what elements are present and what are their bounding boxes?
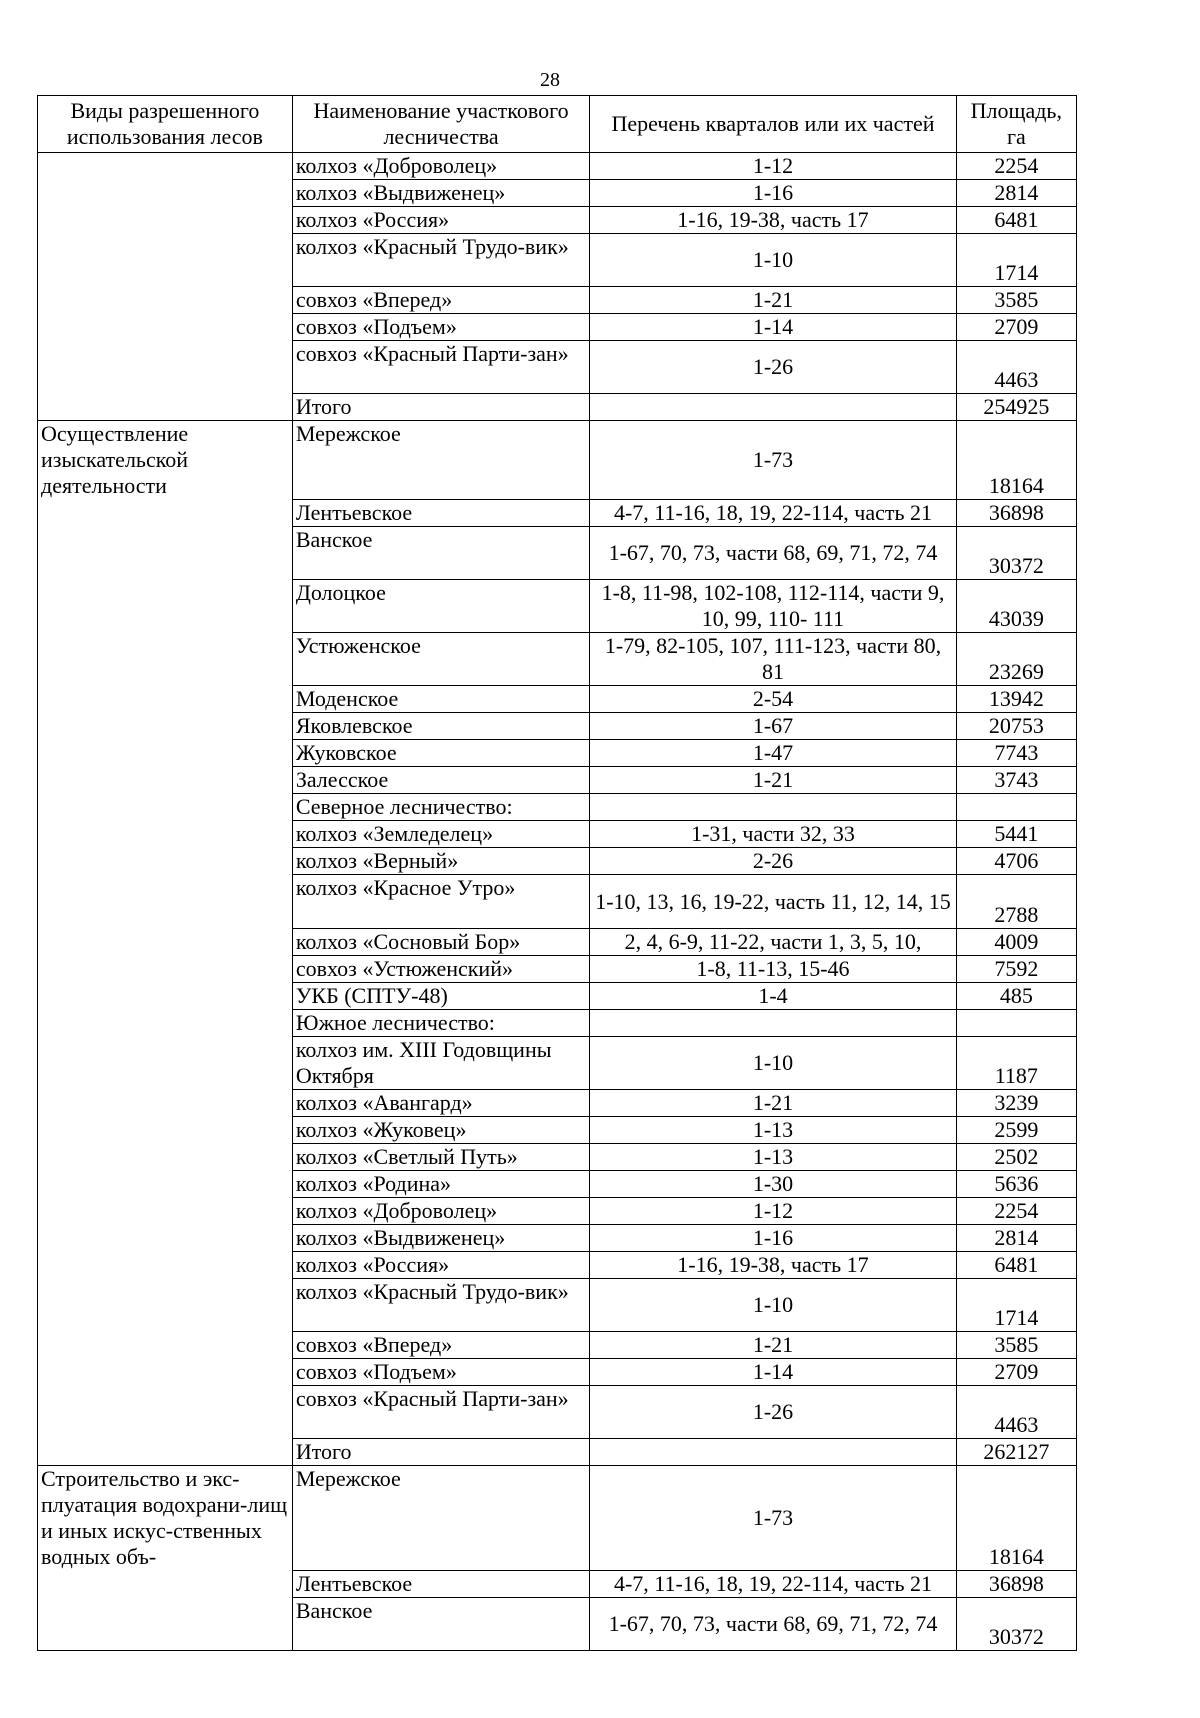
cell-area — [956, 1009, 1076, 1036]
table-row — [38, 1197, 1077, 1224]
cell-use-type — [38, 1251, 293, 1278]
cell-quarters: 1-67 — [590, 713, 956, 740]
cell-quarters — [590, 1009, 956, 1036]
cell-quarters: 1-67, 70, 73, части 68, 69, 71, 72, 74 — [590, 1597, 956, 1650]
cell-area: 30372 — [956, 526, 1076, 579]
cell-use-type — [38, 1570, 293, 1597]
cell-use-type — [38, 526, 293, 579]
cell-use-type — [38, 1009, 293, 1036]
cell-use-type — [38, 1116, 293, 1143]
cell-quarters: 1-21 — [590, 1089, 956, 1116]
cell-use-type — [38, 1332, 293, 1359]
cell-use-type — [38, 1359, 293, 1386]
cell-use-type — [38, 153, 293, 180]
cell-use-type — [38, 580, 293, 633]
cell-forestry-name: совхоз «Подъем» — [292, 1359, 589, 1386]
table-row — [38, 1116, 1077, 1143]
cell-forestry-name: Южное лесничество: — [292, 1009, 589, 1036]
cell-forestry-name: совхоз «Вперед» — [292, 287, 589, 314]
cell-quarters: 1-21 — [590, 1332, 956, 1359]
cell-use-type — [38, 794, 293, 821]
cell-area — [956, 794, 1076, 821]
cell-use-type — [38, 1224, 293, 1251]
table-row — [38, 234, 1077, 287]
cell-use-type — [38, 955, 293, 982]
cell-forestry-name: совхоз «Подъем» — [292, 314, 589, 341]
cell-use-type — [38, 740, 293, 767]
table-row — [38, 1251, 1077, 1278]
cell-forestry-name: УКБ (СПТУ-48) — [292, 982, 589, 1009]
table-row — [38, 928, 1077, 955]
cell-quarters: 1-12 — [590, 1197, 956, 1224]
cell-quarters — [590, 1439, 956, 1466]
cell-forestry-name: колхоз «Доброволец» — [292, 1197, 589, 1224]
cell-use-type — [38, 234, 293, 287]
cell-forestry-name: колхоз «Выдвиженец» — [292, 180, 589, 207]
cell-forestry-name: колхоз «Россия» — [292, 207, 589, 234]
cell-quarters: 1-16, 19-38, часть 17 — [590, 1251, 956, 1278]
cell-forestry-name: совхоз «Устюженский» — [292, 955, 589, 982]
cell-area: 1714 — [956, 234, 1076, 287]
cell-forestry-name: колхоз «Авангард» — [292, 1089, 589, 1116]
cell-use-type — [38, 1278, 293, 1331]
cell-forestry-name: колхоз «Верный» — [292, 848, 589, 875]
cell-area: 3585 — [956, 287, 1076, 314]
cell-use-type — [38, 1089, 293, 1116]
cell-quarters: 1-73 — [590, 421, 956, 500]
cell-quarters: 1-8, 11-98, 102-108, 112-114, части 9, 10, 99, 110- 111 — [590, 580, 956, 633]
cell-area: 5441 — [956, 821, 1076, 848]
cell-area: 2254 — [956, 153, 1076, 180]
table-row — [38, 821, 1077, 848]
cell-quarters — [590, 394, 956, 421]
cell-forestry-name: Яковлевское — [292, 713, 589, 740]
cell-use-type — [38, 1143, 293, 1170]
cell-quarters: 1-10, 13, 16, 19-22, часть 11, 12, 14, 15 — [590, 875, 956, 928]
cell-area: 18164 — [956, 421, 1076, 500]
table-body — [38, 153, 1077, 1651]
cell-forestry-name: колхоз «Светлый Путь» — [292, 1143, 589, 1170]
cell-forestry-name: колхоз «Жуковец» — [292, 1116, 589, 1143]
table-row — [38, 1359, 1077, 1386]
cell-use-type — [38, 1597, 293, 1650]
table-row — [38, 499, 1077, 526]
cell-quarters: 1-10 — [590, 234, 956, 287]
cell-quarters: 1-21 — [590, 767, 956, 794]
cell-use-type: Строительство и экс-плуатация водохрани-лищ и иных искус-ственных водных объ- — [38, 1466, 293, 1571]
cell-area: 30372 — [956, 1597, 1076, 1650]
cell-area: 2814 — [956, 180, 1076, 207]
cell-use-type — [38, 767, 293, 794]
cell-forestry-name: колхоз «Красный Трудо-вик» — [292, 234, 589, 287]
cell-area: 20753 — [956, 713, 1076, 740]
cell-forestry-name: Лентьевское — [292, 499, 589, 526]
forest-use-table — [37, 95, 1077, 1651]
cell-forestry-name: Лентьевское — [292, 1570, 589, 1597]
table-row — [38, 982, 1077, 1009]
cell-forestry-name: Мережское — [292, 1466, 589, 1571]
table-row — [38, 1170, 1077, 1197]
cell-forestry-name: совхоз «Красный Парти-зан» — [292, 341, 589, 394]
cell-forestry-name: совхоз «Красный Парти-зан» — [292, 1386, 589, 1439]
cell-forestry-name: Устюженское — [292, 633, 589, 686]
cell-area: 2709 — [956, 314, 1076, 341]
cell-use-type — [38, 207, 293, 234]
cell-area: 2502 — [956, 1143, 1076, 1170]
cell-use-type — [38, 982, 293, 1009]
cell-forestry-name: колхоз им. XIII Годовщины Октября — [292, 1036, 589, 1089]
table-row — [38, 1386, 1077, 1439]
cell-quarters: 1-79, 82-105, 107, 111-123, части 80, 81 — [590, 633, 956, 686]
table-row — [38, 633, 1077, 686]
cell-forestry-name: колхоз «Красное Утро» — [292, 875, 589, 928]
cell-quarters: 1-30 — [590, 1170, 956, 1197]
table-row — [38, 1466, 1077, 1571]
cell-quarters: 1-16 — [590, 180, 956, 207]
cell-area: 2814 — [956, 1224, 1076, 1251]
cell-area: 36898 — [956, 1570, 1076, 1597]
cell-use-type: Осуществление изыскательской деятельности — [38, 421, 293, 500]
cell-quarters: 1-10 — [590, 1036, 956, 1089]
cell-quarters: 1-14 — [590, 314, 956, 341]
cell-forestry-name: колхоз «Доброволец» — [292, 153, 589, 180]
cell-quarters: 4-7, 11-16, 18, 19, 22-114, часть 21 — [590, 1570, 956, 1597]
cell-forestry-name: Жуковское — [292, 740, 589, 767]
cell-use-type — [38, 928, 293, 955]
table-row — [38, 1036, 1077, 1089]
table-row — [38, 526, 1077, 579]
cell-quarters: 1-73 — [590, 1466, 956, 1571]
cell-quarters: 2-54 — [590, 686, 956, 713]
cell-use-type — [38, 1036, 293, 1089]
cell-quarters — [590, 794, 956, 821]
cell-area: 2709 — [956, 1359, 1076, 1386]
table-row — [38, 767, 1077, 794]
cell-use-type — [38, 341, 293, 394]
cell-forestry-name: колхоз «Россия» — [292, 1251, 589, 1278]
header-quarters-list: Перечень кварталов или их частей — [590, 96, 956, 153]
cell-quarters: 1-13 — [590, 1143, 956, 1170]
cell-use-type — [38, 1170, 293, 1197]
table-row — [38, 1089, 1077, 1116]
table-row — [38, 580, 1077, 633]
cell-use-type — [38, 633, 293, 686]
cell-area: 7743 — [956, 740, 1076, 767]
cell-quarters: 1-12 — [590, 153, 956, 180]
cell-forestry-name: Залесское — [292, 767, 589, 794]
cell-area: 2599 — [956, 1116, 1076, 1143]
cell-use-type — [38, 848, 293, 875]
cell-quarters: 1-21 — [590, 287, 956, 314]
table-row — [38, 1278, 1077, 1331]
table-row — [38, 180, 1077, 207]
cell-area: 18164 — [956, 1466, 1076, 1571]
cell-quarters: 1-16 — [590, 1224, 956, 1251]
cell-quarters: 1-26 — [590, 1386, 956, 1439]
cell-use-type — [38, 875, 293, 928]
table-row — [38, 1439, 1077, 1466]
cell-quarters: 1-31, части 32, 33 — [590, 821, 956, 848]
table-row — [38, 955, 1077, 982]
cell-area: 6481 — [956, 207, 1076, 234]
table-row — [38, 848, 1077, 875]
table-row — [38, 686, 1077, 713]
table-row — [38, 740, 1077, 767]
header-area: Площадь, га — [956, 96, 1076, 153]
cell-area: 2788 — [956, 875, 1076, 928]
cell-forestry-name: совхоз «Вперед» — [292, 1332, 589, 1359]
cell-area: 5636 — [956, 1170, 1076, 1197]
cell-area: 13942 — [956, 686, 1076, 713]
cell-quarters: 1-47 — [590, 740, 956, 767]
cell-use-type — [38, 686, 293, 713]
table-row — [38, 421, 1077, 500]
table-row — [38, 394, 1077, 421]
table-row — [38, 1570, 1077, 1597]
cell-quarters: 4-7, 11-16, 18, 19, 22-114, часть 21 — [590, 499, 956, 526]
cell-use-type — [38, 287, 293, 314]
cell-area: 4463 — [956, 341, 1076, 394]
cell-quarters: 1-67, 70, 73, части 68, 69, 71, 72, 74 — [590, 526, 956, 579]
table-row — [38, 1009, 1077, 1036]
cell-forestry-name: Северное лесничество: — [292, 794, 589, 821]
table-row — [38, 287, 1077, 314]
cell-quarters: 1-26 — [590, 341, 956, 394]
cell-area: 3743 — [956, 767, 1076, 794]
header-forestry-name: Наименование участкового лесничества — [292, 96, 589, 153]
cell-forestry-name: Ванское — [292, 1597, 589, 1650]
cell-quarters: 2, 4, 6-9, 11-22, части 1, 3, 5, 10, — [590, 928, 956, 955]
cell-area: 485 — [956, 982, 1076, 1009]
cell-quarters: 1-16, 19-38, часть 17 — [590, 207, 956, 234]
cell-area: 23269 — [956, 633, 1076, 686]
cell-area: 3585 — [956, 1332, 1076, 1359]
cell-forestry-name: колхоз «Выдвиженец» — [292, 1224, 589, 1251]
table-row — [38, 875, 1077, 928]
cell-area: 1714 — [956, 1278, 1076, 1331]
cell-use-type — [38, 713, 293, 740]
cell-use-type — [38, 1197, 293, 1224]
cell-quarters: 1-13 — [590, 1116, 956, 1143]
cell-use-type — [38, 821, 293, 848]
cell-use-type — [38, 1386, 293, 1439]
cell-quarters: 1-8, 11-13, 15-46 — [590, 955, 956, 982]
table-row — [38, 1224, 1077, 1251]
table-row — [38, 1332, 1077, 1359]
cell-area: 262127 — [956, 1439, 1076, 1466]
page-number: 28 — [540, 69, 560, 91]
table-row — [38, 341, 1077, 394]
cell-area: 4706 — [956, 848, 1076, 875]
cell-quarters: 1-10 — [590, 1278, 956, 1331]
cell-quarters: 1-14 — [590, 1359, 956, 1386]
table-row — [38, 1143, 1077, 1170]
cell-forestry-name: Итого — [292, 1439, 589, 1466]
table-row — [38, 1597, 1077, 1650]
cell-forestry-name: колхоз «Земледелец» — [292, 821, 589, 848]
cell-forestry-name: Моденское — [292, 686, 589, 713]
cell-forestry-name: Долоцкое — [292, 580, 589, 633]
cell-forestry-name: Ванское — [292, 526, 589, 579]
table-row — [38, 207, 1077, 234]
cell-area: 2254 — [956, 1197, 1076, 1224]
cell-forestry-name: колхоз «Красный Трудо-вик» — [292, 1278, 589, 1331]
cell-forestry-name: колхоз «Сосновый Бор» — [292, 928, 589, 955]
cell-use-type — [38, 499, 293, 526]
cell-use-type — [38, 180, 293, 207]
cell-quarters: 2-26 — [590, 848, 956, 875]
cell-area: 254925 — [956, 394, 1076, 421]
table-row — [38, 794, 1077, 821]
cell-use-type — [38, 1439, 293, 1466]
cell-area: 4463 — [956, 1386, 1076, 1439]
cell-area: 36898 — [956, 499, 1076, 526]
table-header-row — [38, 96, 1077, 153]
cell-area: 6481 — [956, 1251, 1076, 1278]
cell-forestry-name: колхоз «Родина» — [292, 1170, 589, 1197]
cell-area: 1187 — [956, 1036, 1076, 1089]
cell-area: 4009 — [956, 928, 1076, 955]
table-row — [38, 713, 1077, 740]
cell-area: 43039 — [956, 580, 1076, 633]
cell-quarters: 1-4 — [590, 982, 956, 1009]
cell-use-type — [38, 314, 293, 341]
cell-forestry-name: Мережское — [292, 421, 589, 500]
table-row — [38, 153, 1077, 180]
cell-forestry-name: Итого — [292, 394, 589, 421]
header-use-type: Виды разрешенного использования лесов — [38, 96, 293, 153]
cell-area: 7592 — [956, 955, 1076, 982]
cell-area: 3239 — [956, 1089, 1076, 1116]
table-row — [38, 314, 1077, 341]
cell-use-type — [38, 394, 293, 421]
